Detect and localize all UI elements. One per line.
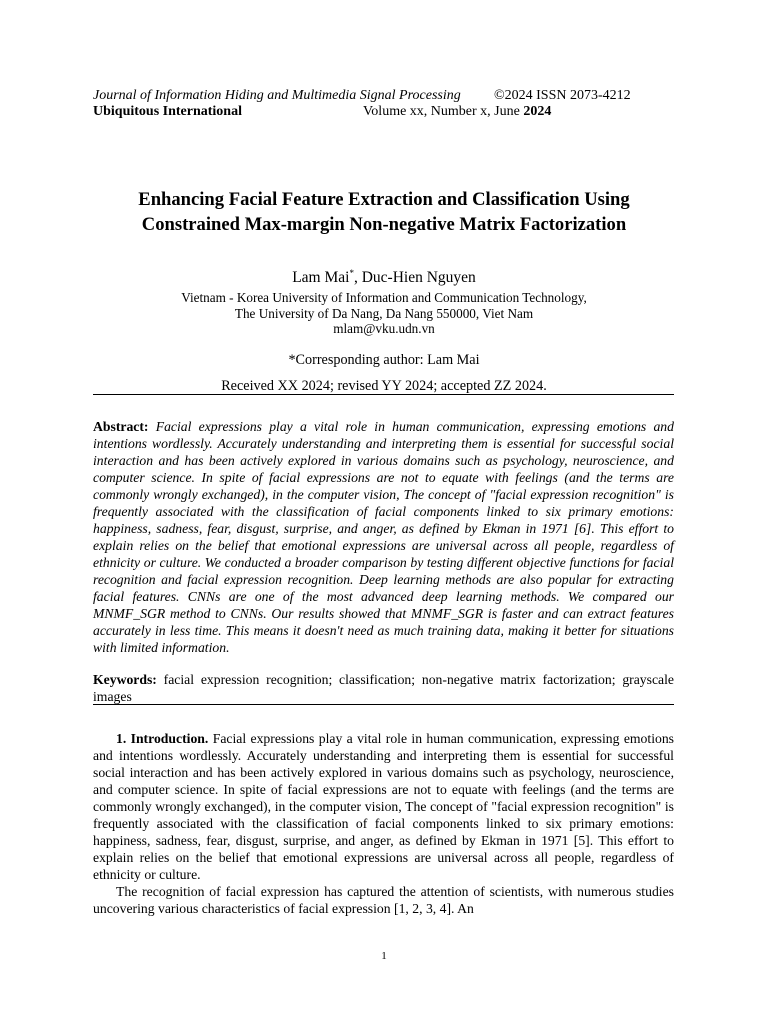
- journal-name: Journal of Information Hiding and Multimedia Signal Processing: [93, 88, 461, 103]
- abstract-text: Facial expressions play a vital role in human communication, expressing emotions and intentions wordlessly. Accurately understanding and interpreting them is essential for successful social interaction and has been actively explored in various domains such as psychology, neuroscience, and computer science. In spite of facial expressions are not to equate with feelings (and the terms are commonly wrongly exchanged), in the computer vision, The concept of "facial expression recognition" is frequently associated with the classification of facial components linked to six primary emotions: happiness, sadness, fear, disgust, surprise, and anger, as defined by Ekman in 1971 [6]. This effort to explain relies on the belief that emotional expressions are universal across all people, regardless of ethnicity or culture. We conducted a broader comparison by testing different objective functions for facial recognition and facial expression recognition. Deep learning methods are also popular for extracting facial features. CNNs are one of the most advanced deep learning methods. We compared our MNMF_SGR method to CNNs. Our results showed that MNMF_SGR is faster and can extract features accurately in less time. This means it doesn't need as much training data, making it better for situations with limited information.: [93, 419, 674, 655]
- author-email: mlam@vku.udn.vn: [333, 321, 435, 336]
- header-row-1: [93, 88, 693, 104]
- keywords-block: [93, 671, 674, 705]
- journal-issn: ©2024 ISSN 2073-4212: [494, 88, 631, 103]
- received-dates: Received XX 2024; revised YY 2024; accepted ZZ 2024.: [221, 378, 547, 394]
- affiliation-line-2: The University of Da Nang, Da Nang 550000, Viet Nam: [234, 305, 534, 321]
- top-divider: [93, 394, 674, 395]
- paper-title: [60, 187, 708, 237]
- affiliation: [0, 290, 768, 337]
- paper-title-line-1: Enhancing Facial Feature Extraction and Classification Using: [138, 189, 630, 210]
- introduction-section: [93, 730, 674, 917]
- abstract-label: Abstract:: [93, 419, 149, 434]
- abstract-block: [93, 418, 674, 656]
- corresponding-mark: *: [349, 268, 354, 278]
- header-row-2: [93, 104, 693, 120]
- paper-title-line-2: Constrained Max-margin Non-negative Matrix Factorization: [141, 214, 627, 235]
- journal-header: [93, 88, 693, 120]
- volume-year: 2024: [523, 104, 552, 119]
- author-rest: , Duc-Hien Nguyen: [353, 269, 476, 286]
- bottom-divider: [93, 704, 674, 705]
- publisher-name: Ubiquitous International: [93, 104, 242, 119]
- volume-info: [363, 104, 551, 120]
- intro-paragraph-1-text: Facial expressions play a vital role in human communication, expressing emotions and intentions wordlessly. Accurately understanding and interpreting them is essential for successful social interaction and has been actively explored in various domains such as psychology, neuroscience, and computer science. In spite of facial expressions are not to equate with feelings (and the terms are commonly wrongly exchanged), in the computer vision, The concept of "facial expression recognition" is frequently associated with the classification of facial components linked to six primary emotions: happiness, sadness, fear, disgust, surprise, and anger, as defined by Ekman in 1971 [5]. This effort to explain relies on the belief that emotional expressions are universal across all people, regardless of ethnicity or culture.: [93, 731, 675, 882]
- page-number: 1: [381, 950, 387, 962]
- author-first: Lam Mai: [292, 269, 350, 286]
- keywords-label: Keywords:: [93, 672, 157, 687]
- intro-paragraph-2: The recognition of facial expression has captured the attention of scientists, with numerous studies uncovering various characteristics of facial expression [1, 2, 3, 4]. An: [93, 884, 674, 916]
- section-heading: 1. Introduction.: [116, 731, 209, 746]
- author-list: [0, 263, 768, 288]
- corresponding-author: *Corresponding author: Lam Mai: [288, 352, 480, 368]
- keywords-text: facial expression recognition; classification; non-negative matrix factorization; grayscale images: [93, 672, 674, 704]
- volume-text: Volume xx, Number x, June: [363, 104, 524, 119]
- affiliation-line-1: Vietnam - Korea University of Information and Communication Technology,: [181, 290, 587, 305]
- intro-paragraph-1: [93, 730, 674, 883]
